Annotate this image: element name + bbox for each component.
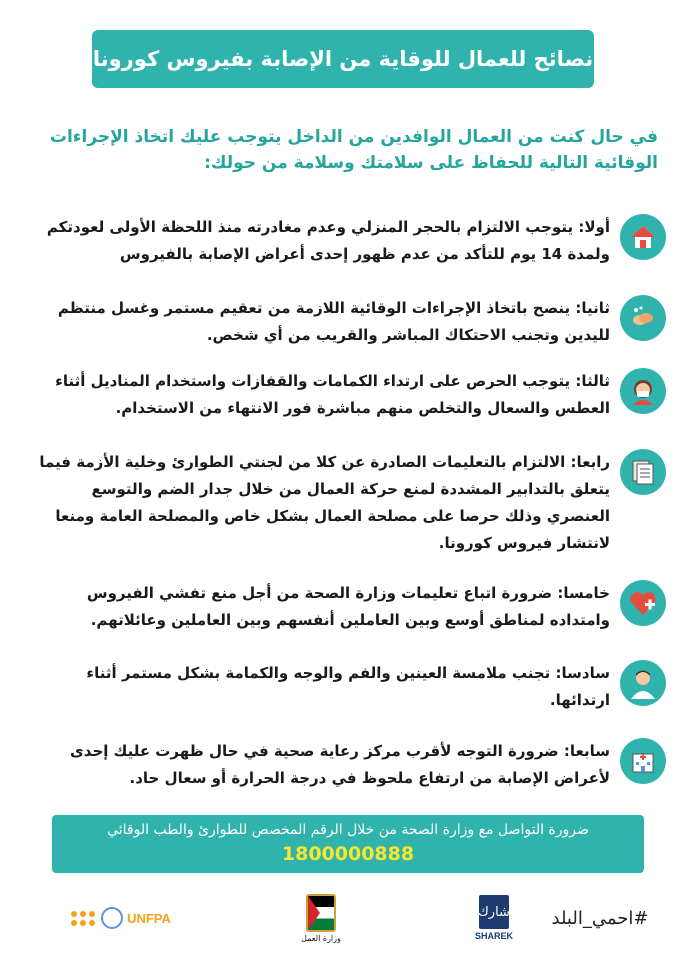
documents-icon <box>620 449 666 495</box>
advice-item-6 <box>30 660 666 714</box>
contact-banner <box>52 815 644 873</box>
page-title: نصائح للعمال للوقاية من الإصابة بفيروس كورونا <box>92 30 594 88</box>
sharek-label: SHAREK <box>474 931 513 941</box>
palestine-emblem-icon <box>306 894 336 932</box>
sharek-mark-icon: شارك <box>479 895 509 929</box>
advice-text: أولا: يتوجب الالتزام بالحجر المنزلي وعدم مغادرته منذ اللحظة الأولى لعودتكم ولمدة 14 يوم للتأكد من عدم ظهور إحدى أعراض الإصابة بالفيروس <box>46 218 610 263</box>
advice-text: ثالثا: يتوجب الحرص على ارتداء الكمامات والقفازات واستخدام المناديل أثناء العطس والسعال والتخلص منهم مباشرة فور الانتهاء من الاستخدام. <box>55 372 610 417</box>
advice-item-4 <box>30 449 666 557</box>
advice-item-1 <box>30 214 666 268</box>
advice-item-5 <box>30 580 666 634</box>
hashtag <box>540 888 660 948</box>
advice-text: خامسا: ضرورة اتباع تعليمات وزارة الصحة من أجل منع تفشي الفيروس وامتداده لمناطق أوسع وبين العاملين أنفسهم وبين العاملين وعائلاتهم. <box>86 584 610 629</box>
unfpa-dots-icon <box>71 911 95 926</box>
heart-health-icon <box>620 580 666 626</box>
home-icon <box>620 214 666 260</box>
hotline-number: 1800000888 <box>281 843 415 865</box>
advice-text: ثانيا: ينصح باتخاذ الإجراءات الوقائية اللازمة من تعقيم مستمر وغسل منتظم لليدين وتجنب الاحتكاك المباشر والقريب من أي شخص. <box>57 299 610 344</box>
sharek-logo <box>466 888 522 948</box>
advice-text: رابعا: الالتزام بالتعليمات الصادرة عن كلا من لجنتي الطوارئ وخلية الأزمة فيما يتعلق بالتدابير المشددة لمنع حركة العمال من خلال جدار الضم والتوسع العنصري وذلك حرصا على مصلحة العمال بشكل خاص والمصلحة العامة ومنعا لانتشار فيروس كورونا. <box>39 453 610 552</box>
intro-text: في حال كنت من العمال الوافدين من الداخل يتوجب عليك اتخاذ الإجراءات الوقائية التالية للحفاظ على سلامتك وسلامة من حولك: <box>49 127 658 173</box>
advice-item-2 <box>30 295 666 349</box>
un-emblem-icon <box>101 907 123 929</box>
face-mask-icon <box>620 368 666 414</box>
advice-text: سابعا: ضرورة التوجه لأقرب مركز رعاية صحية في حال ظهرت عليك إحدى لأعراض الإصابة من ارتفاع ملحوظ في درجة الحرارة أو سعال حاد. <box>70 742 610 787</box>
ministry-logo <box>296 888 346 948</box>
hashtag-text: #احمي_البلد <box>551 907 649 929</box>
advice-item-3 <box>30 368 666 422</box>
unfpa-label: UNFPA <box>127 910 171 926</box>
advice-item-7 <box>30 738 666 792</box>
hospital-icon <box>620 738 666 784</box>
unfpa-logo <box>56 888 186 948</box>
ministry-label: وزارة العمل <box>301 933 341 943</box>
contact-text: ضرورة التواصل مع وزارة الصحة من خلال الرقم المخصص للطوارئ والطب الوقائي <box>107 822 589 838</box>
advice-text: سادسا: تجنب ملامسة العينين والفم والوجه والكمامة بشكل مستمر أثناء ارتدائها. <box>86 664 610 709</box>
hand-washing-icon <box>620 295 666 341</box>
person-icon <box>620 660 666 706</box>
